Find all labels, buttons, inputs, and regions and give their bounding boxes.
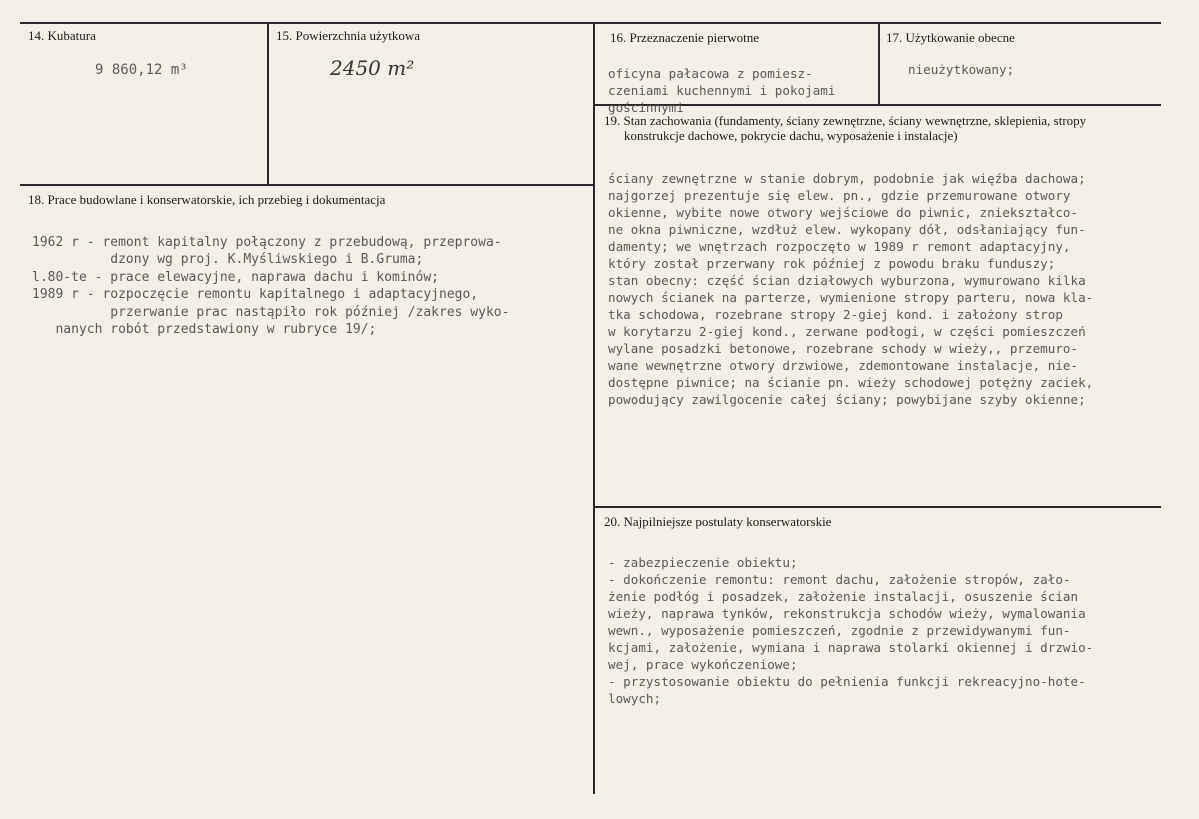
postulaty-text bbox=[608, 537, 1093, 707]
text-line: kcjami, założenie, wymiana i naprawa stolarki okiennej i drzwio- bbox=[608, 640, 1094, 655]
text-line: przerwanie prac nastąpiło rok później /zakres wyko- bbox=[32, 304, 510, 320]
text-line: nowych ścianek na parterze, wymienione stropy parteru, nowa kla- bbox=[608, 290, 1094, 305]
text-line: stan obecny: część ścian działowych wyburzona, wymurowano kilka bbox=[608, 273, 1086, 288]
text-line: który został przerwany rok później z powodu braku funduszy; bbox=[608, 256, 1056, 271]
kubatura-value: 9 860,12 m³ bbox=[95, 62, 188, 78]
text-line: - zabezpieczenie obiektu; bbox=[608, 555, 798, 570]
stan-label-line2: konstrukcje dachowe, pokrycie dachu, wyposażenie i instalacje) bbox=[624, 128, 958, 143]
prace-label: 18. Prace budowlane i konserwatorskie, ich przebieg i dokumentacja bbox=[28, 192, 386, 207]
divider-16-17 bbox=[878, 22, 880, 104]
text-line: żenie podłóg i posadzek, założenie instalacji, osuszenie ścian bbox=[608, 589, 1079, 604]
text-line: oficyna pałacowa z pomiesz- bbox=[608, 66, 813, 81]
text-line: powodujący zawilgocenie całej ściany; powybijane szyby okienne; bbox=[608, 392, 1086, 407]
divider-main-vertical bbox=[593, 22, 595, 794]
text-line: ne okna piwniczne, wzdłuż elew. wykopany dół, odsłaniający fun- bbox=[608, 222, 1086, 237]
powierzchnia-label: 15. Powierzchnia użytkowa bbox=[276, 28, 421, 43]
text-line: wieży, naprawa tynków, rekonstrukcja schodów wieży, wymalowania bbox=[608, 606, 1086, 621]
przeznaczenie-label: 16. Przeznaczenie pierwotne bbox=[610, 30, 760, 45]
text-line: nanych robót przedstawiony w rubryce 19/; bbox=[32, 322, 377, 337]
text-line: lowych; bbox=[608, 691, 662, 706]
text-line: damenty; we wnętrzach rozpoczęto w 1989 r remont adaptacyjny, bbox=[608, 239, 1071, 254]
divider-14-15 bbox=[267, 22, 269, 184]
divider-14-18 bbox=[20, 184, 593, 186]
stan-text bbox=[608, 153, 1093, 408]
stan-label-line1: 19. Stan zachowania (fundamenty, ściany zewnętrzne, ściany wewnętrzne, sklepienia, stropy bbox=[604, 113, 1087, 128]
text-line: 1962 r - remont kapitalny połączony z przebudową, przeprowa- bbox=[32, 234, 502, 250]
text-line: wylane posadzki betonowe, rozebrane schody w wieży,, przemuro- bbox=[608, 341, 1079, 356]
text-line: najgorzej prezentuje się elew. pn., gdzie przemurowane otwory bbox=[608, 188, 1071, 203]
text-line: dzony wg proj. K.Myśliwskiego i B.Gruma; bbox=[32, 252, 424, 267]
przeznaczenie-text bbox=[608, 48, 835, 116]
text-line: okienne, wybite nowe otwory wejściowe do piwnic, zniekształco- bbox=[608, 205, 1079, 220]
divider-19-20 bbox=[593, 506, 1161, 508]
text-line: wewn., wyposażenie pomieszczeń, zgodnie z przewidywanymi fun- bbox=[608, 623, 1071, 638]
uzytkowanie-value: nieużytkowany; bbox=[908, 62, 1015, 77]
postulaty-label: 20. Najpilniejsze postulaty konserwatorskie bbox=[604, 514, 832, 529]
text-line: ściany zewnętrzne w stanie dobrym, podobnie jak więźba dachowa; bbox=[608, 171, 1086, 186]
prace-text bbox=[32, 216, 509, 339]
text-line: dostępne piwnice; na ścianie pn. wieży schodowej potężny zaciek, bbox=[608, 375, 1094, 390]
text-line: 1989 r - rozpoczęcie remontu kapitalnego i adaptacyjnego, bbox=[32, 287, 479, 302]
text-line: tka schodowa, rozebrane stropy 2-giej kond. i założony strop bbox=[608, 307, 1063, 322]
powierzchnia-value: 2450 m² bbox=[330, 56, 415, 80]
top-border bbox=[20, 22, 1161, 24]
kubatura-label: 14. Kubatura bbox=[28, 28, 96, 43]
text-line: l.80-te - prace elewacyjne, naprawa dachu i kominów; bbox=[32, 269, 439, 285]
text-line: - dokończenie remontu: remont dachu, założenie stropów, zało- bbox=[608, 572, 1071, 587]
text-line: w korytarzu 2-giej kond., zerwane podłogi, w części pomieszczeń bbox=[608, 324, 1086, 339]
text-line: wej, prace wykończeniowe; bbox=[608, 657, 798, 672]
text-line: wane wewnętrzne otwory drzwiowe, zdemontowane instalacje, nie- bbox=[608, 358, 1079, 373]
text-line: czeniami kuchennymi i pokojami bbox=[608, 83, 836, 98]
uzytkowanie-label: 17. Użytkowanie obecne bbox=[886, 30, 1015, 45]
text-line: - przystosowanie obiektu do pełnienia funkcji rekreacyjno-hote- bbox=[608, 674, 1086, 689]
text-line: gościnnymi bbox=[608, 100, 684, 115]
